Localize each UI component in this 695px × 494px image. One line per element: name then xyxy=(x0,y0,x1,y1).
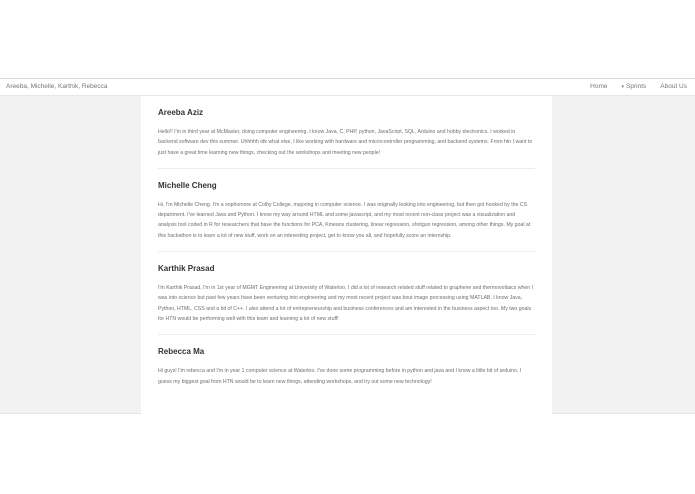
person-bio: I'm Karthik Prasad, I'm in 1st year of MGMT Engineering at University of Waterloo. I did a lot of research related stuff related to graphene and thermovoltaics when I was into science but past few years have been venturing into engineering and my most recent project was bout image processing using MATLAB. I know Java, Python, HTML, CSS and a bit of C++. I also attend a lot of entrepreneurship and business conferences and am interested in the business aspect too. My two goals for HTN would be performing well with this team and learning a lot of new stuff! xyxy=(158,285,533,322)
person-entry xyxy=(158,347,535,397)
person-name: Areeba Aziz xyxy=(158,108,204,117)
person-bio: Hi, I'm Michelle Cheng. I'm a sophomore at Colby College, majoring in computer science. I was originally looking into engineering, but then got hooked by the CS department. I've learned Java and Python. I know my way around HTML and some javascript, and my most recent non-class project was a visualization and analysis tool coded in R for researchers that have the functions for PCA, Kmeans clustering, linear regression, shotgun regression, among other things. My goal at this hackathon is to learn a lot of new stuff, work on an interesting project, get to know you all, and hopefully score an internship. xyxy=(158,201,531,239)
person-name: Michelle Cheng xyxy=(158,180,217,190)
top-navigation-bar xyxy=(0,78,695,96)
nav-sprints-label: Sprints xyxy=(626,83,647,90)
person-name: Karthik Prasad xyxy=(158,264,215,274)
nav-about-us[interactable] xyxy=(660,83,687,90)
main-nav xyxy=(590,83,687,90)
person-entry xyxy=(158,264,535,335)
chevron-down-icon: ▾ xyxy=(621,84,625,90)
person-entry xyxy=(158,108,535,169)
main-area xyxy=(0,96,695,414)
content-column xyxy=(141,96,552,414)
person-bio: Hello!! I'm in third year at McMaster, doing computer engineering. I know Java, C, PHP, python, JavaScript, SQL, Arduino and hobby electronics. I worked in backend software dev this summer. Uhhhhh idk what else, I like working with hardware and microcontroller programming, and backend systems. From htn I want to just have a great time learning new things, checking out the workshops and meeting new people! xyxy=(158,129,533,156)
nav-home[interactable] xyxy=(590,83,607,90)
nav-about-us-label: About Us xyxy=(660,83,687,90)
nav-home-label: Home xyxy=(590,83,608,90)
person-entry xyxy=(158,181,535,252)
nav-sprints[interactable] xyxy=(622,83,647,90)
site-title[interactable]: Areeba, Michelle, Karthik, Rebecca xyxy=(6,83,108,90)
person-bio: Hi guys! I'm rebecca and I'm in year 1 computer science at Waterloo. I've done some programming before in python and java and I know a little bit of arduino. I guess my biggest goal from HTN would be to learn new things, attending workshops, and try out some new technology! xyxy=(158,368,522,385)
person-name: Rebecca Ma xyxy=(158,347,205,357)
